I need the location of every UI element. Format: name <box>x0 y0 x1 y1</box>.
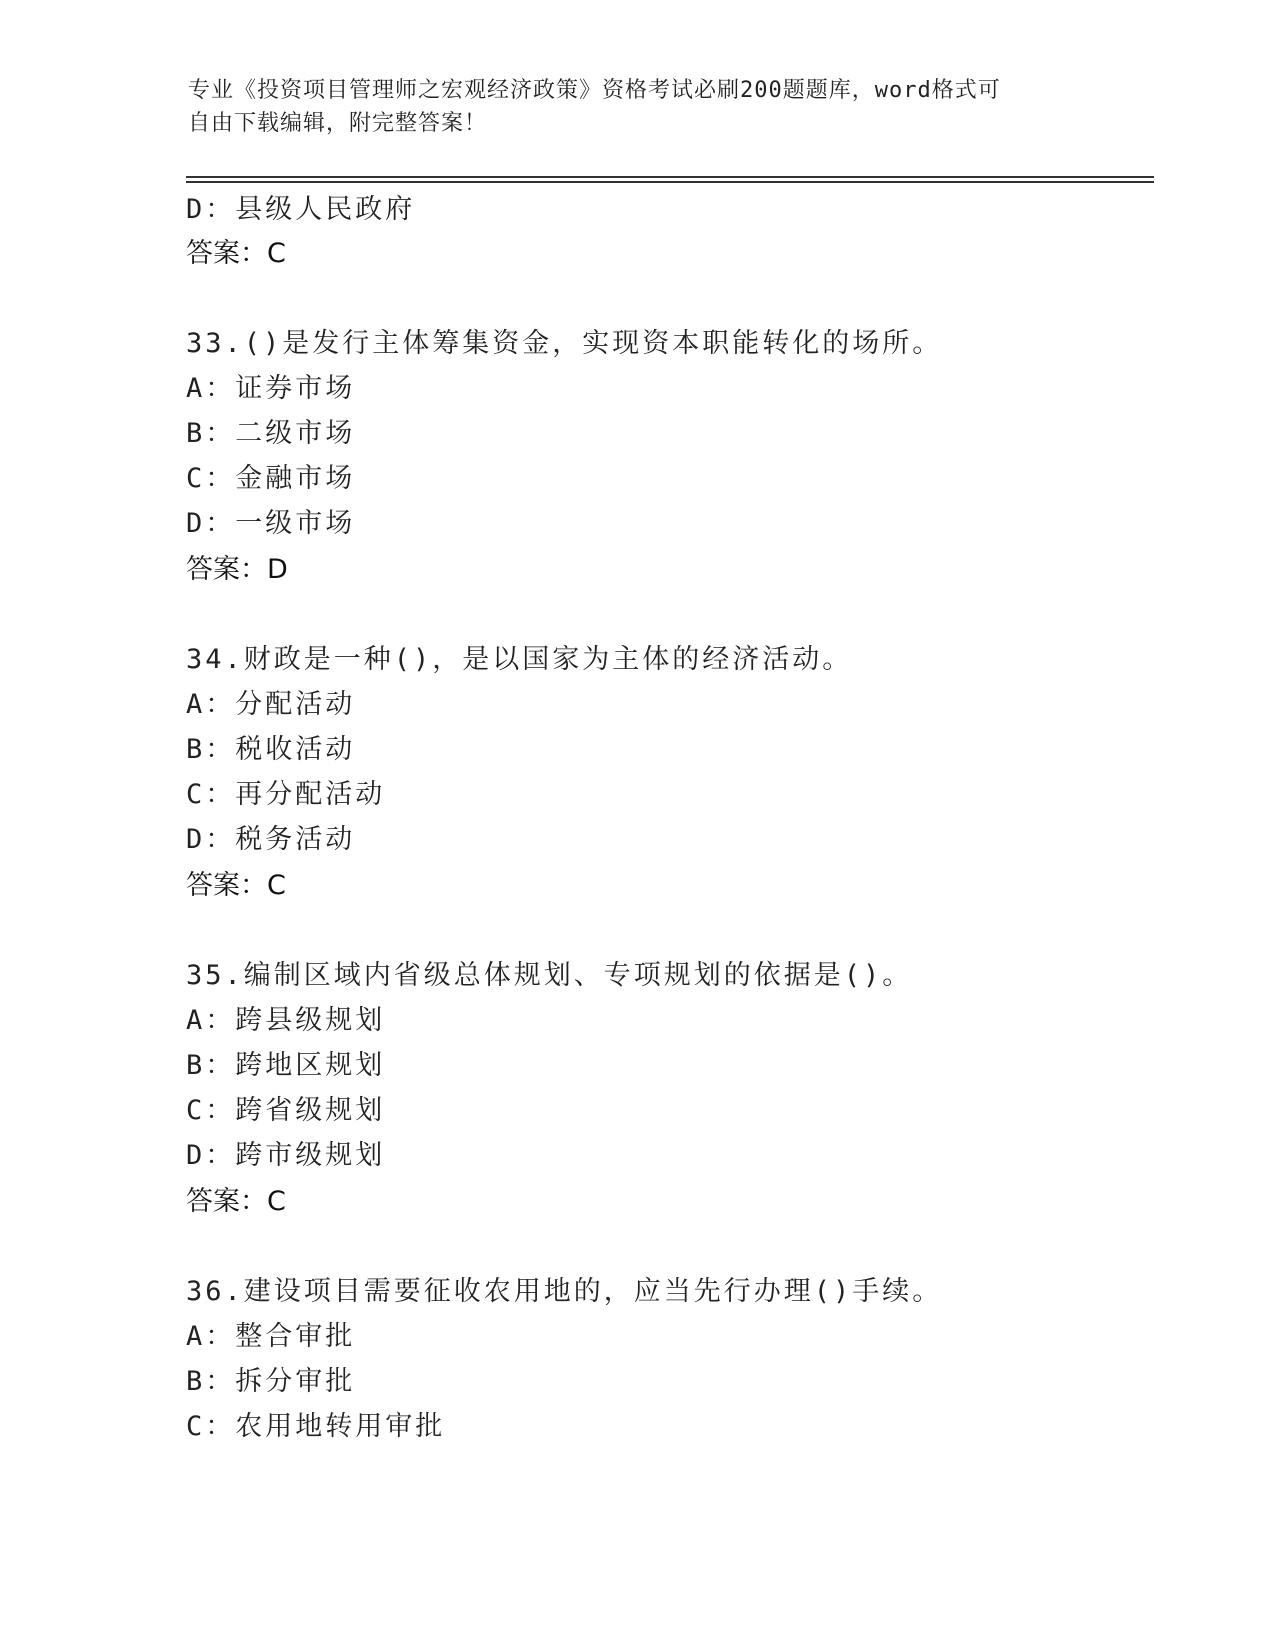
header-line-1: 专业《投资项目管理师之宏观经济政策》资格考试必刷200题题库，word格式可 <box>188 78 1001 103</box>
question-34-answer: 答案：C <box>186 870 286 901</box>
question-35-answer: 答案：C <box>186 1186 286 1217</box>
prev-answer: 答案：C <box>186 238 286 269</box>
header-line-2: 自由下载编辑，附完整答案！ <box>188 111 488 136</box>
header-divider-bottom <box>186 181 1154 183</box>
question-35-stem: 35.编制区域内省级总体规划、专项规划的依据是()。 <box>186 960 913 991</box>
prev-option-d: D：县级人民政府 <box>186 194 416 225</box>
question-36-option-a: A：整合审批 <box>186 1321 356 1352</box>
question-34-option-c: C：再分配活动 <box>186 779 386 810</box>
question-35-option-d: D：跨市级规划 <box>186 1140 386 1171</box>
question-33-option-d: D：一级市场 <box>186 508 356 539</box>
question-35-option-b: B：跨地区规划 <box>186 1050 386 1081</box>
question-33-stem: 33.()是发行主体筹集资金，实现资本职能转化的场所。 <box>186 328 943 359</box>
question-34-option-a: A：分配活动 <box>186 689 356 720</box>
question-35-option-c: C：跨省级规划 <box>186 1095 386 1126</box>
question-36-option-c: C：农用地转用审批 <box>186 1411 446 1442</box>
document-header <box>188 74 1068 140</box>
question-35-option-a: A：跨县级规划 <box>186 1005 386 1036</box>
question-36-stem: 36.建设项目需要征收农用地的，应当先行办理()手续。 <box>186 1276 943 1307</box>
question-34-option-d: D：税务活动 <box>186 824 356 855</box>
question-33-option-a: A：证券市场 <box>186 373 356 404</box>
header-divider-top <box>186 176 1154 178</box>
question-34-option-b: B：税收活动 <box>186 734 356 765</box>
question-36-option-b: B：拆分审批 <box>186 1366 356 1397</box>
question-34-stem: 34.财政是一种()，是以国家为主体的经济活动。 <box>186 644 853 675</box>
question-33-answer: 答案：D <box>186 554 288 585</box>
question-33-option-b: B：二级市场 <box>186 418 356 449</box>
question-33-option-c: C：金融市场 <box>186 463 356 494</box>
